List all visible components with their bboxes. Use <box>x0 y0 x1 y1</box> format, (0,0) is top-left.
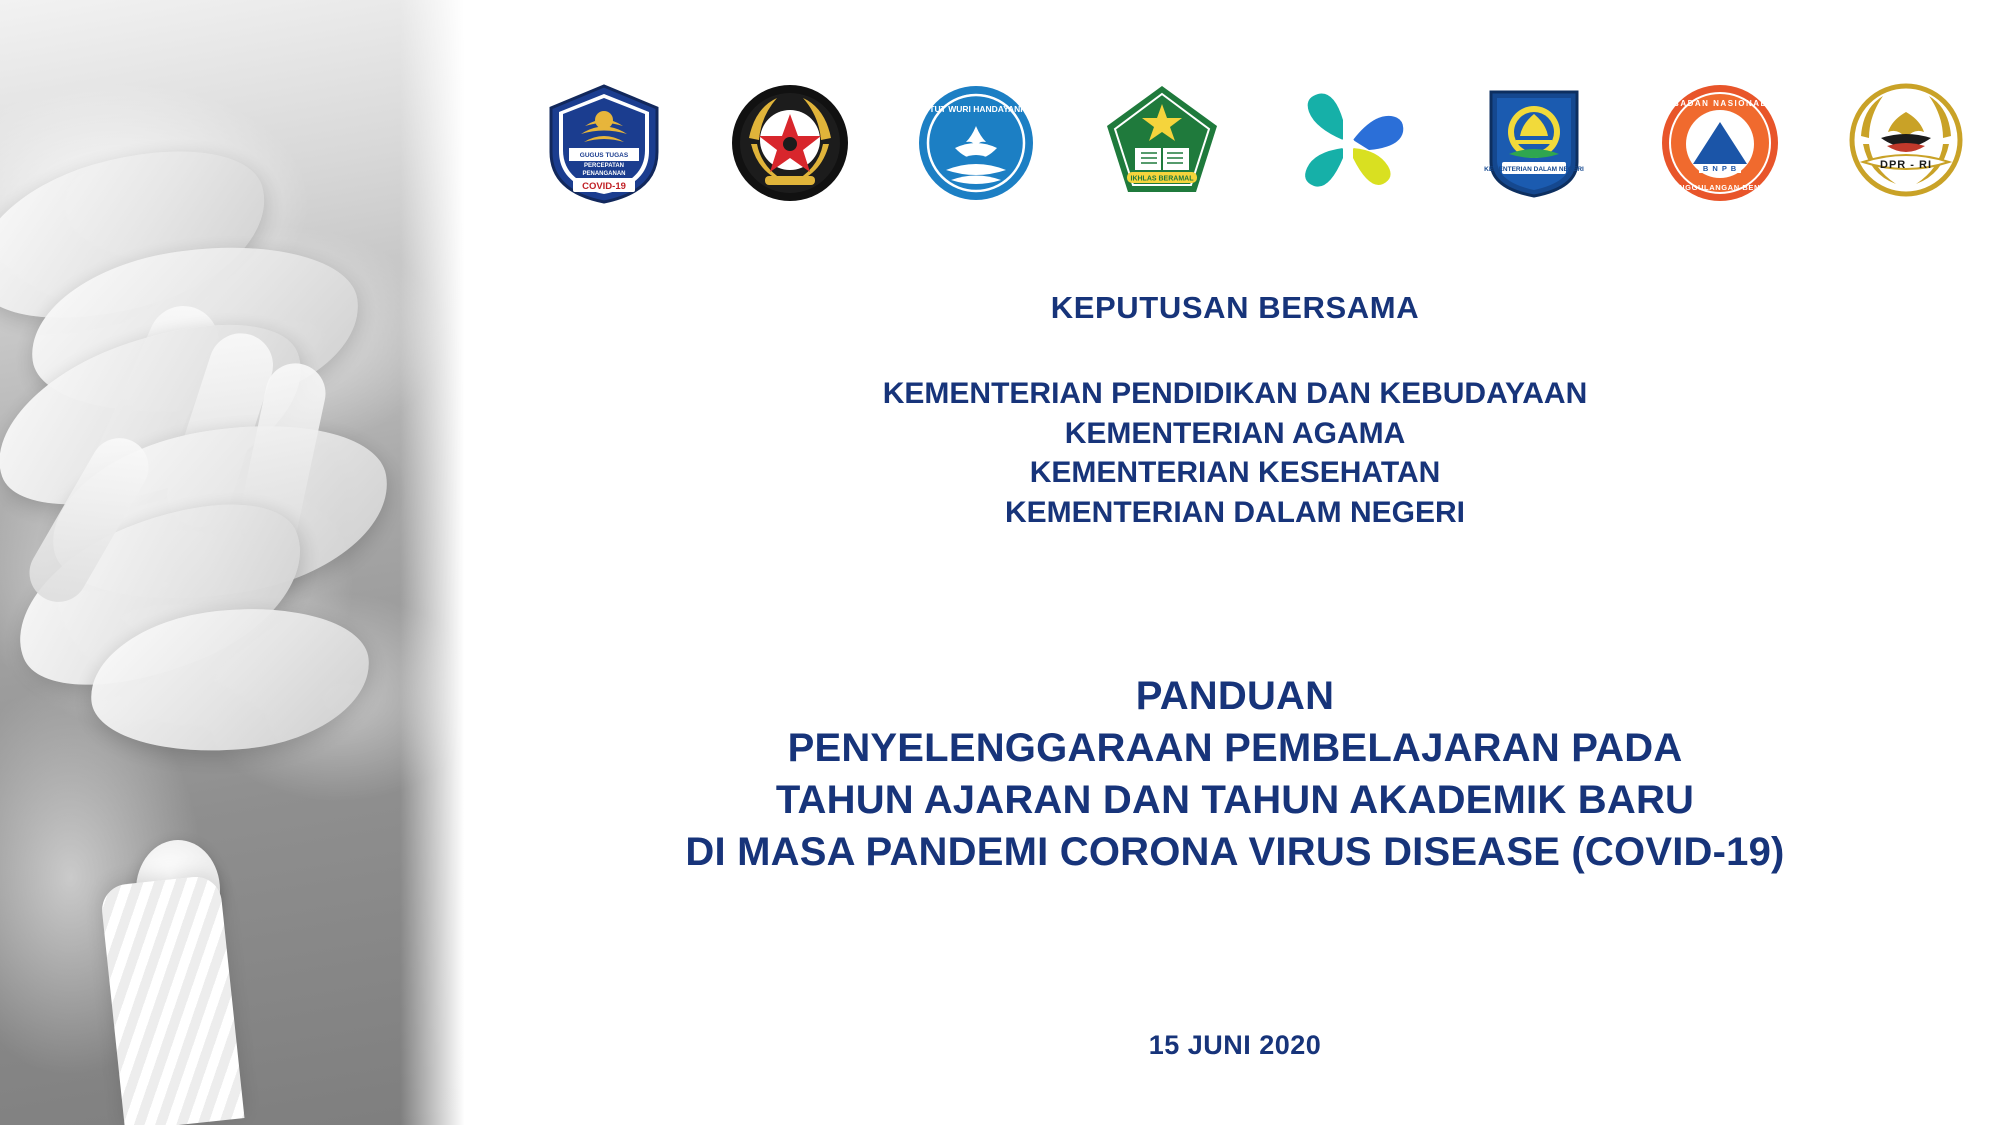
hands-photo <box>0 0 470 1125</box>
heading-block <box>470 290 2000 532</box>
svg-text:KEMENTERIAN DALAM NEGERI: KEMENTERIAN DALAM NEGERI <box>1484 166 1584 173</box>
title-line: PENYELENGGARAAN PEMBELAJARAN PADA <box>787 726 1683 770</box>
title-line: PANDUAN <box>1135 674 1335 718</box>
document-date: 15 JUNI 2020 <box>1148 1030 1322 1060</box>
kementerian-kesehatan-ri-logo <box>1283 78 1413 208</box>
title-line: DI MASA PANDEMI CORONA VIRUS DISEASE (COVID-19) <box>685 830 1785 874</box>
wrist-sleeve <box>100 874 245 1125</box>
gugus-tugas-covid19-logo <box>539 78 669 208</box>
svg-text:DPR - RI: DPR - RI <box>1880 159 1932 171</box>
dpr-ri-logo <box>1841 78 1971 208</box>
svg-text:GUGUS TUGAS: GUGUS TUGAS <box>579 152 629 159</box>
ministries-list <box>470 374 2000 532</box>
svg-text:COVID-19: COVID-19 <box>582 181 626 192</box>
svg-text:PENANGGULANGAN BENCANA: PENANGGULANGAN BENCANA <box>1655 183 1785 192</box>
ministry-line: KEMENTERIAN PENDIDIKAN DAN KEBUDAYAAN <box>882 377 1588 410</box>
ministry-line: KEMENTERIAN KESEHATAN <box>1029 456 1441 490</box>
photo-fade-edge <box>400 0 470 1125</box>
svg-text:TUT WURI HANDAYANI: TUT WURI HANDAYANI <box>929 104 1023 114</box>
tut-wuri-handayani-logo <box>911 78 1041 208</box>
svg-text:IKHLAS BERAMAL: IKHLAS BERAMAL <box>1130 175 1194 183</box>
logo-row <box>470 78 2000 208</box>
ministry-line: KEMENTERIAN DALAM NEGERI <box>1004 495 1465 529</box>
keputusan-bersama-heading: KEPUTUSAN BERSAMA <box>1050 290 1420 325</box>
ministry-line: KEMENTERIAN AGAMA <box>1064 416 1406 450</box>
kementerian-dalam-negeri-logo <box>1469 78 1599 208</box>
svg-text:PENANGANAN: PENANGANAN <box>582 171 626 177</box>
title-line: TAHUN AJARAN DAN TAHUN AKADEMIK BARU <box>775 778 1695 822</box>
svg-text:B N P B: B N P B <box>1702 164 1738 173</box>
kementerian-kesehatan-logo <box>725 78 855 208</box>
bnpb-logo <box>1655 78 1785 208</box>
page-title <box>470 670 2000 878</box>
kementerian-agama-logo <box>1097 78 1227 208</box>
content-area <box>470 0 2000 1125</box>
svg-text:BADAN NASIONAL: BADAN NASIONAL <box>1673 99 1767 108</box>
svg-text:PERCEPATAN: PERCEPATAN <box>583 163 625 169</box>
